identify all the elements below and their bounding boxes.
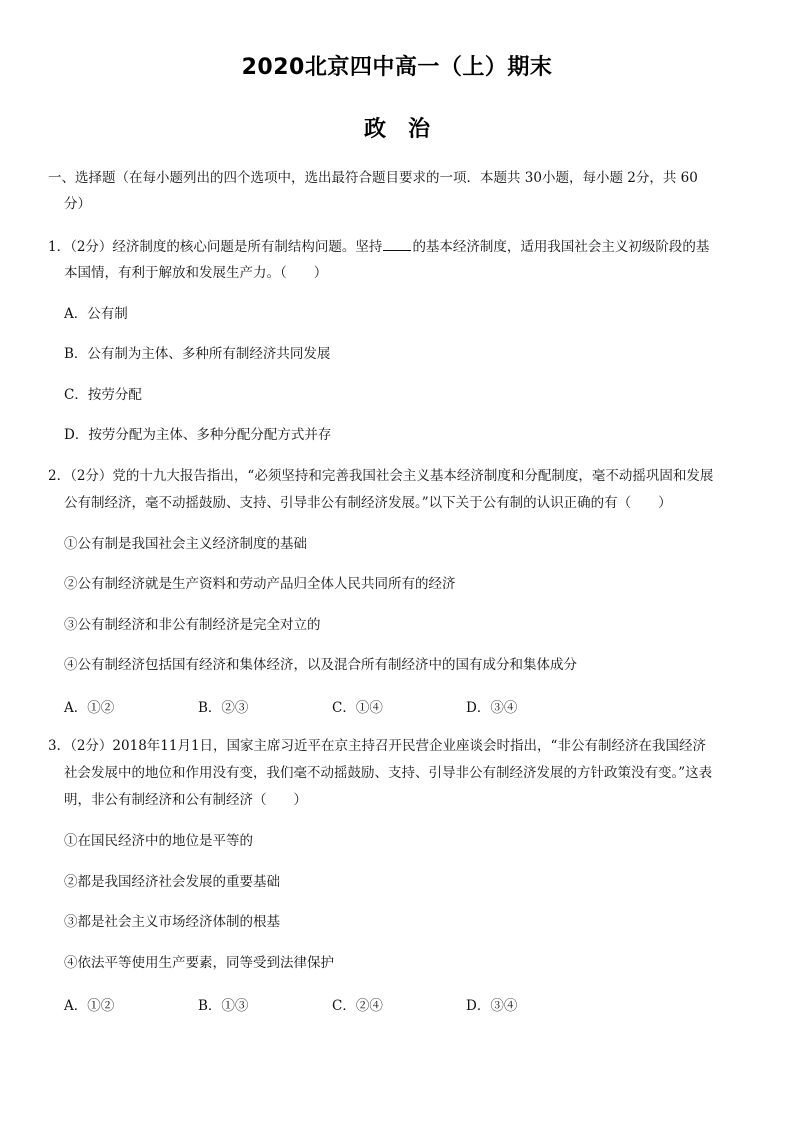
question-3-text-cont: 社会发展中的地位和作用没有变，我们毫不动摇鼓励、支持、引导非公有制经济发展的方针政策没有变。”这表 (64, 765, 713, 781)
question-3-option-b: B．①③ (198, 998, 249, 1014)
question-2-option-b: B．②③ (198, 700, 249, 716)
question-2-option-c: C．①④ (332, 700, 383, 716)
question-1-option-c: C．按劳分配 (64, 387, 142, 403)
question-3-option-a: A．①② (64, 998, 115, 1014)
question-2-statement-1: ①公有制是我国社会主义经济制度的基础 (64, 536, 307, 552)
question-1-option-b: B．公有制为主体、多种所有制经济共同发展 (64, 346, 331, 362)
question-3-statement-2: ②都是我国经济社会发展的重要基础 (64, 874, 280, 890)
question-1-text-end: 的基本经济制度，适用我国社会主义初级阶段的基 (412, 239, 710, 255)
question-3-statement-1: ①在国民经济中的地位是平等的 (64, 833, 253, 849)
question-3-text-cont2: 明，非公有制经济和公有制经济（ ） (64, 792, 307, 808)
question-2-statement-2: ②公有制经济就是生产资料和劳动产品归全体人民共同所有的经济 (64, 576, 456, 592)
fill-in-blank (383, 236, 411, 251)
question-3-text: 3．（2分）2018年11月1日，国家主席习近平在京主持召开民营企业座谈会时指出，“非公有制经济在我国经济 (48, 738, 706, 754)
question-3-statement-3: ③都是社会主义市场经济体制的根基 (64, 914, 280, 930)
subject-title: 政 治 (363, 117, 430, 142)
question-1-option-d: D．按劳分配为主体、多种分配分配方式并存 (64, 427, 332, 443)
question-2-options (64, 696, 600, 716)
question-1-option-a: A．公有制 (64, 306, 128, 322)
question-1-text-cont: 本国情，有利于解放和发展生产力。（ ） (64, 265, 328, 281)
question-1-text (48, 236, 709, 257)
question-2-option-d: D．③④ (466, 700, 518, 716)
question-2-option-a: A．①② (64, 700, 115, 716)
question-2-statement-4: ④公有制经济包括国有经济和集体经济，以及混合所有制经济中的国有成分和集体成分 (64, 657, 577, 673)
question-2-statement-3: ③公有制经济和非公有制经济是完全对立的 (64, 617, 321, 633)
question-3-options (64, 994, 600, 1014)
section-instructions: 一、选择题（在每小题列出的四个选项中，选出最符合题目要求的一项．本题共 30小题，每小题 2分，共 60 (48, 170, 698, 186)
question-3-statement-4: ④依法平等使用生产要素，同等受到法律保护 (64, 955, 334, 971)
page-title: 2020北京四中高一（上）期末 (241, 55, 553, 80)
question-2-text: 2．（2分）党的十九大报告指出，“必须坚持和完善我国社会主义基本经济制度和分配制度，毫不动摇巩固和发展 (48, 468, 714, 484)
question-2-text-cont: 公有制经济，毫不动摇鼓励、支持、引导非公有制经济发展。”以下关于公有制的认识正确的有（ ） (64, 495, 672, 511)
question-1-text-start: 1．（2分）经济制度的核心问题是所有制结构问题。坚持 (48, 239, 383, 255)
question-3-option-c: C．②④ (332, 998, 383, 1014)
section-instructions-cont: 分） (64, 196, 91, 212)
question-3-option-d: D．③④ (466, 998, 518, 1014)
